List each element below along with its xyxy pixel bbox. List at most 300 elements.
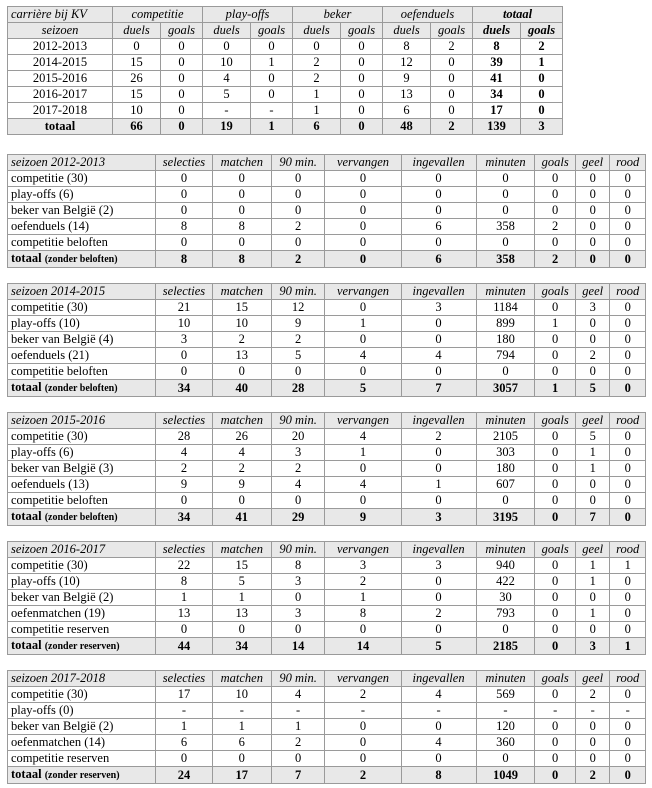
stat-cell: 0 bbox=[325, 719, 401, 735]
season-row bbox=[8, 622, 646, 638]
stat-cell: 6 bbox=[212, 735, 271, 751]
stat-cell: - bbox=[575, 703, 609, 719]
stat-cell: 10 bbox=[212, 316, 271, 332]
career-sub-9: goals bbox=[521, 23, 563, 39]
stat-cell: 0 bbox=[610, 606, 646, 622]
stat-cell: 0 bbox=[610, 751, 646, 767]
career-total-cell: 3 bbox=[521, 119, 563, 135]
stat-cell: 0 bbox=[476, 171, 535, 187]
career-cell: 12 bbox=[383, 55, 431, 71]
stat-cell: 0 bbox=[535, 187, 576, 203]
stat-cell: 0 bbox=[325, 461, 401, 477]
total-cell: 2185 bbox=[476, 638, 535, 655]
row-label: beker van België (2) bbox=[8, 590, 156, 606]
stat-cell: 0 bbox=[476, 493, 535, 509]
season-header-row bbox=[8, 542, 646, 558]
stat-cell: 8 bbox=[271, 558, 325, 574]
column-header: rood bbox=[610, 413, 646, 429]
stat-cell: 0 bbox=[325, 219, 401, 235]
stat-cell: 0 bbox=[535, 558, 576, 574]
stat-cell: 1 bbox=[325, 590, 401, 606]
stat-cell: 0 bbox=[535, 751, 576, 767]
career-cell: 13 bbox=[383, 87, 431, 103]
column-header: minuten bbox=[476, 284, 535, 300]
stat-cell: 0 bbox=[476, 235, 535, 251]
career-row bbox=[8, 55, 563, 71]
stat-cell: 0 bbox=[610, 719, 646, 735]
season-total-label bbox=[8, 509, 156, 526]
stat-cell: 8 bbox=[212, 219, 271, 235]
season-table bbox=[7, 541, 646, 655]
stat-cell: 0 bbox=[156, 171, 213, 187]
stat-cell: 0 bbox=[325, 300, 401, 316]
column-header: geel bbox=[575, 155, 609, 171]
total-cell: 8 bbox=[212, 251, 271, 268]
career-season-label: seizoen bbox=[8, 23, 113, 39]
column-header: ingevallen bbox=[401, 155, 476, 171]
total-cell: 0 bbox=[610, 767, 646, 784]
stat-cell: 0 bbox=[610, 171, 646, 187]
season-row bbox=[8, 477, 646, 493]
career-cell: 17 bbox=[473, 103, 521, 119]
column-header: geel bbox=[575, 542, 609, 558]
stat-cell: 0 bbox=[535, 445, 576, 461]
stat-cell: - bbox=[325, 703, 401, 719]
season-total-label bbox=[8, 638, 156, 655]
career-sub-1: goals bbox=[161, 23, 203, 39]
stat-cell: 20 bbox=[271, 429, 325, 445]
stat-cell: 4 bbox=[325, 477, 401, 493]
stat-cell: 0 bbox=[575, 477, 609, 493]
career-season: 2014-2015 bbox=[8, 55, 113, 71]
column-header: minuten bbox=[476, 542, 535, 558]
stat-cell: 0 bbox=[401, 590, 476, 606]
career-cell: 6 bbox=[383, 103, 431, 119]
stat-cell: 1 bbox=[212, 719, 271, 735]
stat-cell: 2 bbox=[535, 219, 576, 235]
career-cell: 0 bbox=[161, 71, 203, 87]
stat-cell: 120 bbox=[476, 719, 535, 735]
career-cell: 0 bbox=[203, 39, 251, 55]
column-header: 90 min. bbox=[271, 284, 325, 300]
stat-cell: 607 bbox=[476, 477, 535, 493]
career-season: 2015-2016 bbox=[8, 71, 113, 87]
stat-cell: 0 bbox=[535, 493, 576, 509]
stat-cell: 0 bbox=[610, 735, 646, 751]
stat-cell: - bbox=[212, 703, 271, 719]
total-cell: 34 bbox=[212, 638, 271, 655]
stat-cell: 0 bbox=[325, 235, 401, 251]
stat-cell: 0 bbox=[401, 461, 476, 477]
total-cell: 3 bbox=[575, 638, 609, 655]
stat-cell: 303 bbox=[476, 445, 535, 461]
total-cell: 5 bbox=[401, 638, 476, 655]
column-header: vervangen bbox=[325, 413, 401, 429]
stat-cell: 0 bbox=[401, 171, 476, 187]
row-label: competitie (30) bbox=[8, 429, 156, 445]
column-header: goals bbox=[535, 413, 576, 429]
stat-cell: 1 bbox=[325, 445, 401, 461]
career-cell: 0 bbox=[341, 103, 383, 119]
total-note: (zonder beloften) bbox=[44, 254, 118, 265]
stat-cell: 793 bbox=[476, 606, 535, 622]
career-cell: 0 bbox=[431, 55, 473, 71]
career-sub-2: duels bbox=[203, 23, 251, 39]
career-total-cell: 139 bbox=[473, 119, 521, 135]
career-cell: 0 bbox=[161, 87, 203, 103]
stat-cell: 0 bbox=[610, 219, 646, 235]
stat-cell: 0 bbox=[575, 187, 609, 203]
stat-cell: 0 bbox=[271, 493, 325, 509]
stat-cell: 0 bbox=[535, 300, 576, 316]
total-label-text: totaal bbox=[11, 251, 42, 265]
stat-cell: 9 bbox=[212, 477, 271, 493]
stat-cell: 3 bbox=[575, 300, 609, 316]
season-total-label bbox=[8, 767, 156, 784]
career-group-0: competitie bbox=[113, 7, 203, 23]
season-total-label bbox=[8, 380, 156, 397]
stat-cell: 2 bbox=[575, 348, 609, 364]
career-cell: - bbox=[203, 103, 251, 119]
total-cell: 3195 bbox=[476, 509, 535, 526]
stat-cell: 0 bbox=[401, 332, 476, 348]
stat-cell: 0 bbox=[212, 187, 271, 203]
row-label: competitie beloften bbox=[8, 235, 156, 251]
career-cell: 1 bbox=[293, 103, 341, 119]
stat-cell: 360 bbox=[476, 735, 535, 751]
career-total-cell: 6 bbox=[293, 119, 341, 135]
column-header: matchen bbox=[212, 542, 271, 558]
total-cell: 34 bbox=[156, 380, 213, 397]
career-sub-4: duels bbox=[293, 23, 341, 39]
stat-cell: - bbox=[535, 703, 576, 719]
career-cell: 0 bbox=[161, 55, 203, 71]
total-cell: 0 bbox=[535, 767, 576, 784]
stat-cell: 0 bbox=[575, 316, 609, 332]
total-cell: 0 bbox=[610, 380, 646, 397]
season-row bbox=[8, 493, 646, 509]
season-total-row bbox=[8, 509, 646, 526]
stat-cell: 0 bbox=[535, 574, 576, 590]
career-total-cell: 2 bbox=[431, 119, 473, 135]
total-cell: 0 bbox=[325, 251, 401, 268]
career-cell: 0 bbox=[341, 71, 383, 87]
total-label-text: totaal bbox=[11, 509, 42, 523]
stat-cell: 0 bbox=[476, 622, 535, 638]
career-cell: 1 bbox=[251, 55, 293, 71]
career-total-cell: 48 bbox=[383, 119, 431, 135]
stat-cell: 0 bbox=[575, 751, 609, 767]
stat-cell: 569 bbox=[476, 687, 535, 703]
total-cell: 14 bbox=[271, 638, 325, 655]
career-season: 2016-2017 bbox=[8, 87, 113, 103]
stat-cell: 0 bbox=[325, 622, 401, 638]
stat-cell: 899 bbox=[476, 316, 535, 332]
season-table bbox=[7, 412, 646, 526]
total-cell: 28 bbox=[271, 380, 325, 397]
total-cell: 8 bbox=[156, 251, 213, 268]
career-sub-3: goals bbox=[251, 23, 293, 39]
stat-cell: 0 bbox=[476, 187, 535, 203]
stat-cell: 0 bbox=[401, 751, 476, 767]
column-header: vervangen bbox=[325, 671, 401, 687]
career-cell: 0 bbox=[521, 103, 563, 119]
stat-cell: 0 bbox=[212, 493, 271, 509]
stat-cell: 28 bbox=[156, 429, 213, 445]
total-cell: 1 bbox=[535, 380, 576, 397]
row-label: play-offs (6) bbox=[8, 187, 156, 203]
column-header: minuten bbox=[476, 671, 535, 687]
stat-cell: 0 bbox=[610, 332, 646, 348]
column-header: minuten bbox=[476, 155, 535, 171]
stat-cell: 0 bbox=[535, 332, 576, 348]
stat-cell: 0 bbox=[156, 493, 213, 509]
season-row bbox=[8, 574, 646, 590]
stat-cell: 0 bbox=[575, 590, 609, 606]
stat-cell: - bbox=[610, 703, 646, 719]
stat-cell: 5 bbox=[212, 574, 271, 590]
column-header: geel bbox=[575, 284, 609, 300]
career-cell: 8 bbox=[473, 39, 521, 55]
season-header-row bbox=[8, 413, 646, 429]
career-cell: 15 bbox=[113, 87, 161, 103]
stat-cell: 1 bbox=[575, 574, 609, 590]
season-table bbox=[7, 283, 646, 397]
total-cell: 7 bbox=[575, 509, 609, 526]
season-title: seizoen 2014-2015 bbox=[8, 284, 156, 300]
stat-cell: 2 bbox=[156, 461, 213, 477]
career-sub-7: goals bbox=[431, 23, 473, 39]
career-group-1: play-offs bbox=[203, 7, 293, 23]
season-row bbox=[8, 735, 646, 751]
stat-cell: 3 bbox=[401, 558, 476, 574]
season-row bbox=[8, 703, 646, 719]
stat-cell: 0 bbox=[325, 332, 401, 348]
stat-cell: 358 bbox=[476, 219, 535, 235]
column-header: matchen bbox=[212, 413, 271, 429]
stat-cell: 1 bbox=[156, 590, 213, 606]
stat-cell: 1 bbox=[156, 719, 213, 735]
stat-cell: 0 bbox=[535, 348, 576, 364]
stat-cell: 0 bbox=[476, 751, 535, 767]
stat-cell: 10 bbox=[156, 316, 213, 332]
stat-cell: 17 bbox=[156, 687, 213, 703]
stat-cell: 0 bbox=[575, 332, 609, 348]
stat-cell: 2 bbox=[271, 461, 325, 477]
season-total-row bbox=[8, 767, 646, 784]
career-cell: 1 bbox=[293, 87, 341, 103]
season-header-row bbox=[8, 284, 646, 300]
season-title: seizoen 2016-2017 bbox=[8, 542, 156, 558]
stat-cell: 0 bbox=[535, 364, 576, 380]
stat-cell: 1 bbox=[610, 558, 646, 574]
stat-cell: 0 bbox=[401, 445, 476, 461]
career-cell: 0 bbox=[521, 71, 563, 87]
stat-cell: 0 bbox=[535, 429, 576, 445]
stat-cell: 0 bbox=[535, 687, 576, 703]
career-total-cell: 19 bbox=[203, 119, 251, 135]
stat-cell: 2 bbox=[212, 332, 271, 348]
career-cell: 10 bbox=[113, 103, 161, 119]
column-header: selecties bbox=[156, 542, 213, 558]
career-total-label: totaal bbox=[8, 119, 113, 135]
stat-cell: 1184 bbox=[476, 300, 535, 316]
stat-cell: 0 bbox=[575, 735, 609, 751]
career-cell: 4 bbox=[203, 71, 251, 87]
career-group-2: beker bbox=[293, 7, 383, 23]
column-header: 90 min. bbox=[271, 542, 325, 558]
row-label: play-offs (10) bbox=[8, 574, 156, 590]
stat-cell: 0 bbox=[401, 493, 476, 509]
stat-cell: 1 bbox=[271, 719, 325, 735]
stat-cell: 0 bbox=[610, 461, 646, 477]
stat-cell: 4 bbox=[271, 687, 325, 703]
season-row bbox=[8, 364, 646, 380]
column-header: vervangen bbox=[325, 284, 401, 300]
stat-cell: 2105 bbox=[476, 429, 535, 445]
season-row bbox=[8, 332, 646, 348]
stat-cell: 0 bbox=[271, 622, 325, 638]
column-header: minuten bbox=[476, 413, 535, 429]
season-row bbox=[8, 203, 646, 219]
stat-cell: 0 bbox=[535, 735, 576, 751]
stat-cell: 0 bbox=[325, 203, 401, 219]
career-sub-6: duels bbox=[383, 23, 431, 39]
row-label: play-offs (10) bbox=[8, 316, 156, 332]
season-title: seizoen 2017-2018 bbox=[8, 671, 156, 687]
stat-cell: 0 bbox=[535, 203, 576, 219]
row-label: play-offs (0) bbox=[8, 703, 156, 719]
stat-cell: - bbox=[156, 703, 213, 719]
stat-cell: 0 bbox=[271, 590, 325, 606]
stat-cell: 940 bbox=[476, 558, 535, 574]
career-cell: 2 bbox=[431, 39, 473, 55]
total-cell: 14 bbox=[325, 638, 401, 655]
row-label: oefenmatchen (19) bbox=[8, 606, 156, 622]
stat-cell: 0 bbox=[610, 622, 646, 638]
stat-cell: 2 bbox=[575, 687, 609, 703]
career-cell: 0 bbox=[293, 39, 341, 55]
total-cell: 8 bbox=[401, 767, 476, 784]
stat-cell: 13 bbox=[156, 606, 213, 622]
total-cell: 1 bbox=[610, 638, 646, 655]
career-cell: 0 bbox=[341, 55, 383, 71]
stat-cell: 26 bbox=[212, 429, 271, 445]
row-label: competitie reserven bbox=[8, 751, 156, 767]
stat-cell: 180 bbox=[476, 461, 535, 477]
column-header: rood bbox=[610, 542, 646, 558]
stat-cell: 0 bbox=[401, 316, 476, 332]
column-header: matchen bbox=[212, 155, 271, 171]
career-season: 2017-2018 bbox=[8, 103, 113, 119]
column-header: 90 min. bbox=[271, 413, 325, 429]
column-header: selecties bbox=[156, 671, 213, 687]
stat-cell: 0 bbox=[476, 364, 535, 380]
stat-cell: 0 bbox=[610, 429, 646, 445]
season-row bbox=[8, 300, 646, 316]
stat-cell: 0 bbox=[271, 364, 325, 380]
stat-cell: 0 bbox=[401, 574, 476, 590]
column-header: selecties bbox=[156, 413, 213, 429]
stat-cell: 0 bbox=[610, 574, 646, 590]
stat-cell: 0 bbox=[610, 203, 646, 219]
stat-cell: 0 bbox=[575, 719, 609, 735]
stat-cell: 0 bbox=[156, 364, 213, 380]
season-total-row bbox=[8, 638, 646, 655]
career-cell: 0 bbox=[113, 39, 161, 55]
stat-cell: 1 bbox=[212, 590, 271, 606]
column-header: geel bbox=[575, 413, 609, 429]
career-cell: 0 bbox=[521, 87, 563, 103]
column-header: matchen bbox=[212, 284, 271, 300]
career-cell: 0 bbox=[251, 39, 293, 55]
total-note: (zonder reserven) bbox=[44, 641, 120, 652]
stat-cell: 0 bbox=[535, 719, 576, 735]
career-sub-header bbox=[8, 23, 563, 39]
season-title: seizoen 2015-2016 bbox=[8, 413, 156, 429]
career-row bbox=[8, 71, 563, 87]
total-note: (zonder beloften) bbox=[44, 383, 118, 394]
stat-cell: 0 bbox=[575, 203, 609, 219]
career-cell: 0 bbox=[161, 103, 203, 119]
stat-cell: 10 bbox=[212, 687, 271, 703]
career-cell: 0 bbox=[431, 71, 473, 87]
column-header: 90 min. bbox=[271, 155, 325, 171]
stat-cell: 21 bbox=[156, 300, 213, 316]
stat-cell: 4 bbox=[156, 445, 213, 461]
stat-cell: 0 bbox=[212, 203, 271, 219]
career-group-3: oefenduels bbox=[383, 7, 473, 23]
career-total-cell: 66 bbox=[113, 119, 161, 135]
stat-cell: 0 bbox=[271, 235, 325, 251]
row-label: play-offs (6) bbox=[8, 445, 156, 461]
stat-cell: 794 bbox=[476, 348, 535, 364]
total-cell: 1049 bbox=[476, 767, 535, 784]
total-cell: 41 bbox=[212, 509, 271, 526]
row-label: competitie beloften bbox=[8, 493, 156, 509]
season-row bbox=[8, 719, 646, 735]
career-cell: 5 bbox=[203, 87, 251, 103]
season-total-label bbox=[8, 251, 156, 268]
stat-cell: 0 bbox=[610, 687, 646, 703]
total-label-text: totaal bbox=[11, 638, 42, 652]
stat-cell: 0 bbox=[535, 461, 576, 477]
stat-cell: 0 bbox=[325, 364, 401, 380]
season-row bbox=[8, 687, 646, 703]
column-header: vervangen bbox=[325, 155, 401, 171]
stat-cell: 4 bbox=[212, 445, 271, 461]
career-cell: 9 bbox=[383, 71, 431, 87]
stat-cell: 9 bbox=[156, 477, 213, 493]
stat-cell: 0 bbox=[156, 203, 213, 219]
stat-cell: 3 bbox=[325, 558, 401, 574]
career-cell: 0 bbox=[251, 71, 293, 87]
stat-cell: 0 bbox=[212, 364, 271, 380]
stat-cell: 13 bbox=[212, 348, 271, 364]
stat-cell: 0 bbox=[535, 171, 576, 187]
row-label: competitie (30) bbox=[8, 687, 156, 703]
career-table bbox=[7, 6, 563, 135]
row-label: oefenduels (21) bbox=[8, 348, 156, 364]
column-header: rood bbox=[610, 284, 646, 300]
stat-cell: 0 bbox=[575, 171, 609, 187]
column-header: goals bbox=[535, 542, 576, 558]
stat-cell: 0 bbox=[535, 477, 576, 493]
row-label: beker van België (3) bbox=[8, 461, 156, 477]
stat-cell: 2 bbox=[271, 735, 325, 751]
stat-cell: - bbox=[476, 703, 535, 719]
column-header: rood bbox=[610, 155, 646, 171]
